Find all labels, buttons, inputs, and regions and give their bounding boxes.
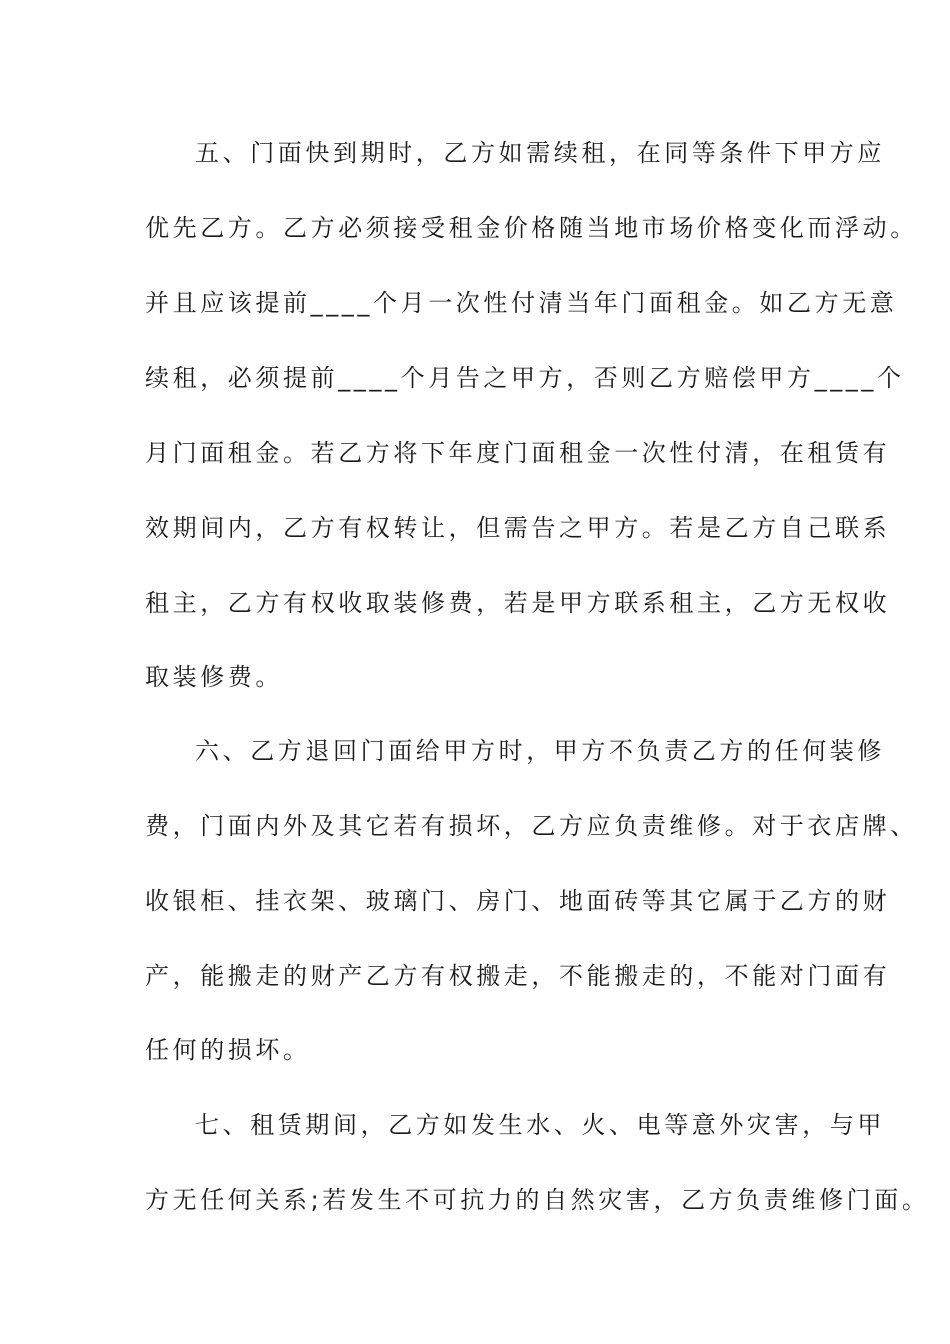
clause-5-line-4: 续租，必须提前____个月告之甲方，否则乙方赔偿甲方____个 (145, 364, 905, 392)
clause-5-line-5: 月门面租金。若乙方将下年度门面租金一次性付清，在租赁有 (145, 439, 891, 467)
clause-5-line-3: 并且应该提前____个月一次性付清当年门面租金。如乙方无意 (145, 289, 898, 317)
clause-5-line-1: 五、门面快到期时，乙方如需续租，在同等条件下甲方应 (195, 139, 885, 167)
clause-5-line-6: 效期间内，乙方有权转让，但需告之甲方。若是乙方自己联系 (145, 514, 891, 542)
clause-6-line-4: 产，能搬走的财产乙方有权搬走，不能搬走的，不能对门面有 (145, 962, 891, 990)
clause-6-line-5: 任何的损坏。 (145, 1036, 311, 1064)
clause-7-line-2: 方无任何关系;若发生不可抗力的自然灾害，乙方负责维修门面。 (145, 1186, 930, 1214)
clause-6-line-2: 费，门面内外及其它若有损坏，乙方应负责维修。对于衣店牌、 (145, 812, 918, 840)
clause-5-line-7: 租主，乙方有权收取装修费，若是甲方联系租主，乙方无权收 (145, 589, 891, 617)
clause-5-line-8: 取装修费。 (145, 663, 283, 691)
clause-6-line-1: 六、乙方退回门面给甲方时，甲方不负责乙方的任何装修 (195, 737, 885, 765)
clause-6-line-3: 收银柜、挂衣架、玻璃门、房门、地面砖等其它属于乙方的财 (145, 887, 891, 915)
clause-5-line-2: 优先乙方。乙方必须接受租金价格随当地市场价格变化而浮动。 (145, 214, 918, 242)
clause-7-line-1: 七、租赁期间，乙方如发生水、火、电等意外灾害，与甲 (195, 1111, 885, 1139)
